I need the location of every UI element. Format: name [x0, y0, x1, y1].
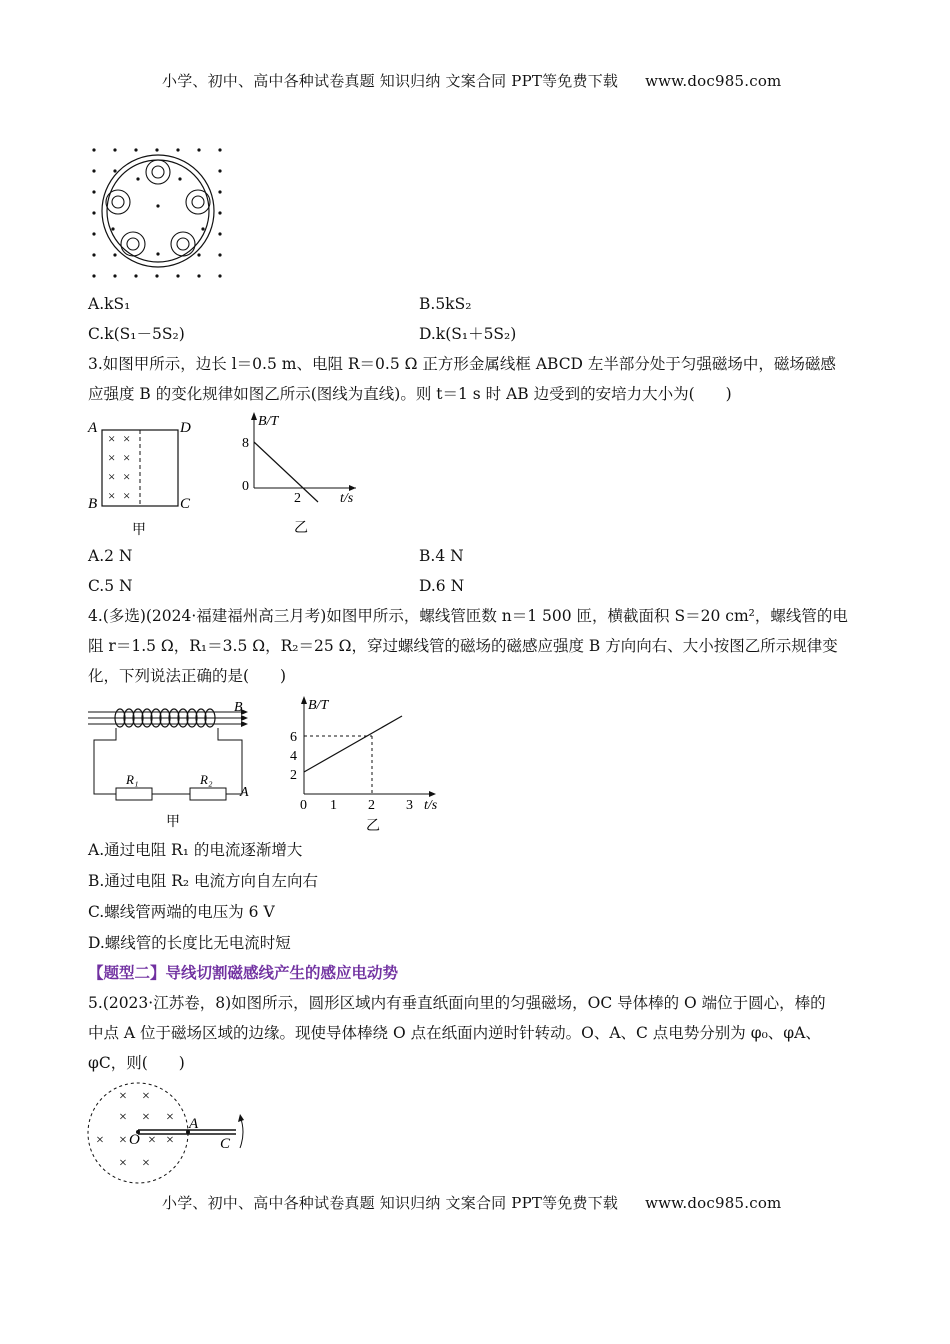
field-dot — [197, 274, 200, 277]
q5-cross: × — [148, 1133, 156, 1148]
field-dot — [178, 177, 181, 180]
field-dot — [113, 169, 116, 172]
field-dot — [156, 204, 159, 207]
field-dot — [113, 253, 116, 256]
field-dot — [92, 190, 95, 193]
q4-figure-graph — [286, 694, 446, 834]
q3-option-d: D.6 N — [419, 577, 465, 595]
q5-cross: × — [96, 1133, 104, 1148]
q4-label-b: B — [234, 700, 243, 715]
field-dot — [155, 274, 158, 277]
field-dot — [113, 274, 116, 277]
q4-graph-line — [304, 716, 402, 772]
field-dot — [92, 232, 95, 235]
q5-cross: × — [142, 1110, 150, 1125]
q3-graph-line — [254, 442, 318, 502]
field-dot — [218, 232, 221, 235]
q5-cross: × — [119, 1156, 127, 1171]
q5-stem-line2: 中点 A 位于磁场区域的边缘。现使导体棒绕 O 点在纸面内逆时针转动。O、A、C 点电势分别为 φ₀、φA、 — [88, 1024, 821, 1042]
header-text: 小学、初中、高中各种试卷真题 知识归纳 文案合同 PPT等免费下载 — [162, 72, 619, 90]
q5-cross: × — [119, 1133, 127, 1148]
q2-option-c: C.k(S₁－5S₂) — [88, 325, 185, 343]
q4-graph-x1: 1 — [330, 798, 337, 813]
q3-cross: × — [108, 488, 116, 503]
field-dot — [92, 169, 95, 172]
q4-graph-y6: 6 — [290, 730, 297, 745]
q4-caption-jia: 甲 — [166, 815, 180, 830]
q4-graph-ylabel: B/T — [308, 698, 329, 713]
field-dot — [92, 253, 95, 256]
field-dot — [155, 148, 158, 151]
q4-option-d: D.螺线管的长度比无电流时短 — [88, 934, 291, 952]
page-header — [162, 70, 781, 91]
q4-stem-line3: 化，下列说法正确的是( ) — [88, 667, 287, 685]
q5-cross: × — [119, 1110, 127, 1125]
q3-figure-graph — [236, 410, 366, 538]
q4-graph-xlabel: t/s — [424, 798, 438, 813]
q5-stem-line1: 5.(2023·江苏卷，8)如图所示，圆形区域内有垂直纸面向里的匀强磁场，OC 导体棒的 O 端位于圆心，棒的 — [88, 994, 826, 1012]
q4-label-a: A — [240, 785, 249, 800]
q5-label-c: C — [220, 1136, 231, 1152]
q3-caption-jia: 甲 — [132, 523, 146, 538]
q4-figure-circuit — [86, 696, 262, 830]
q4-option-b: B.通过电阻 R₂ 电流方向自左向右 — [88, 872, 319, 890]
q3-caption-yi: 乙 — [294, 521, 308, 536]
q4-option-c: C.螺线管两端的电压为 6 V — [88, 903, 275, 921]
q3-cross: × — [123, 469, 131, 484]
q3-label-c: C — [180, 496, 191, 512]
page-footer — [162, 1192, 781, 1213]
q3-graph-x2: 2 — [294, 491, 301, 506]
field-dot — [134, 148, 137, 151]
q5-cross: × — [142, 1089, 150, 1104]
q3-label-a: A — [88, 420, 98, 436]
field-dot — [176, 274, 179, 277]
q4-graph-x0: 0 — [300, 798, 307, 813]
field-dot — [92, 274, 95, 277]
q3-label-b: B — [88, 496, 98, 512]
header-url: www.doc985.com — [645, 72, 782, 90]
field-dot — [136, 177, 139, 180]
q4-graph-y4: 4 — [290, 749, 297, 764]
q4-label-r1: R₁ — [126, 772, 139, 787]
q3-option-a: A.2 N — [88, 547, 133, 565]
q5-cross: × — [119, 1089, 127, 1104]
field-dot — [218, 274, 221, 277]
q4-graph-x3: 3 — [406, 798, 413, 813]
q2-option-a: A.kS₁ — [88, 295, 131, 313]
q4-caption-yi: 乙 — [366, 819, 380, 834]
q2-option-d: D.k(S₁＋5S₂) — [419, 325, 517, 343]
footer-url: www.doc985.com — [645, 1194, 782, 1212]
q5-label-a: A — [189, 1116, 199, 1132]
q4-stem-line1: 4.(多选)(2024·福建福州高三月考)如图甲所示，螺线管匝数 n＝1 500 匝，横截面积 S＝20 cm²，螺线管的电 — [88, 607, 848, 625]
q5-stem-line3: φC，则( ) — [88, 1054, 185, 1072]
q3-cross: × — [108, 469, 116, 484]
q4-graph-y2: 2 — [290, 768, 297, 783]
field-dot — [176, 148, 179, 151]
footer-text: 小学、初中、高中各种试卷真题 知识归纳 文案合同 PPT等免费下载 — [162, 1194, 619, 1212]
q3-cross: × — [108, 450, 116, 465]
q3-stem-line2: 应强度 B 的变化规律如图乙所示(图线为直线)。则 t＝1 s 时 AB 边受到的安培力大小为( ) — [88, 385, 732, 403]
field-dot — [218, 148, 221, 151]
q5-figure-rotating-rod — [86, 1080, 256, 1188]
q3-cross: × — [123, 450, 131, 465]
q4-label-r2: R₂ — [200, 772, 213, 787]
q4-stem-line2: 阻 r＝1.5 Ω，R₁＝3.5 Ω，R₂＝25 Ω，穿过螺线管的磁场的磁感应强度 B 方向向右、大小按图乙所示规律变 — [88, 637, 838, 655]
field-dot — [218, 211, 221, 214]
q3-option-b: B.4 N — [419, 547, 464, 565]
section-heading: 【题型二】导线切割磁感线产生的感应电动势 — [88, 963, 399, 982]
q3-cross: × — [108, 431, 116, 446]
q2-option-b: B.5kS₂ — [419, 295, 472, 313]
q3-cross: × — [123, 488, 131, 503]
q3-graph-xlabel: t/s — [340, 491, 354, 506]
q3-label-d: D — [180, 420, 191, 436]
q3-figure-frame — [86, 416, 206, 538]
q5-cross: × — [166, 1133, 174, 1148]
q3-graph-ylabel: B/T — [258, 414, 279, 429]
field-dot — [92, 148, 95, 151]
field-dot — [218, 190, 221, 193]
field-dot — [218, 253, 221, 256]
q4-option-a: A.通过电阻 R₁ 的电流逐渐增大 — [88, 841, 303, 859]
field-dot — [92, 211, 95, 214]
field-dot — [134, 274, 137, 277]
q3-cross: × — [123, 431, 131, 446]
q5-cross: × — [142, 1156, 150, 1171]
field-dot — [111, 227, 114, 230]
q3-option-c: C.5 N — [88, 577, 133, 595]
q4-graph-x2: 2 — [368, 798, 375, 813]
q2-figure-rings — [88, 144, 228, 282]
q5-cross: × — [166, 1110, 174, 1125]
field-dot — [113, 148, 116, 151]
field-dot — [201, 227, 204, 230]
q3-graph-zero: 0 — [242, 479, 249, 494]
field-dot — [197, 253, 200, 256]
q5-label-o: O — [129, 1132, 140, 1148]
field-dot — [218, 169, 221, 172]
q3-graph-y8: 8 — [242, 436, 249, 451]
q3-stem-line1: 3.如图甲所示，边长 l＝0.5 m、电阻 R＝0.5 Ω 正方形金属线框 ABCD 左半部分处于匀强磁场中，磁场磁感 — [88, 355, 836, 373]
field-dot — [197, 148, 200, 151]
field-dot — [156, 252, 159, 255]
